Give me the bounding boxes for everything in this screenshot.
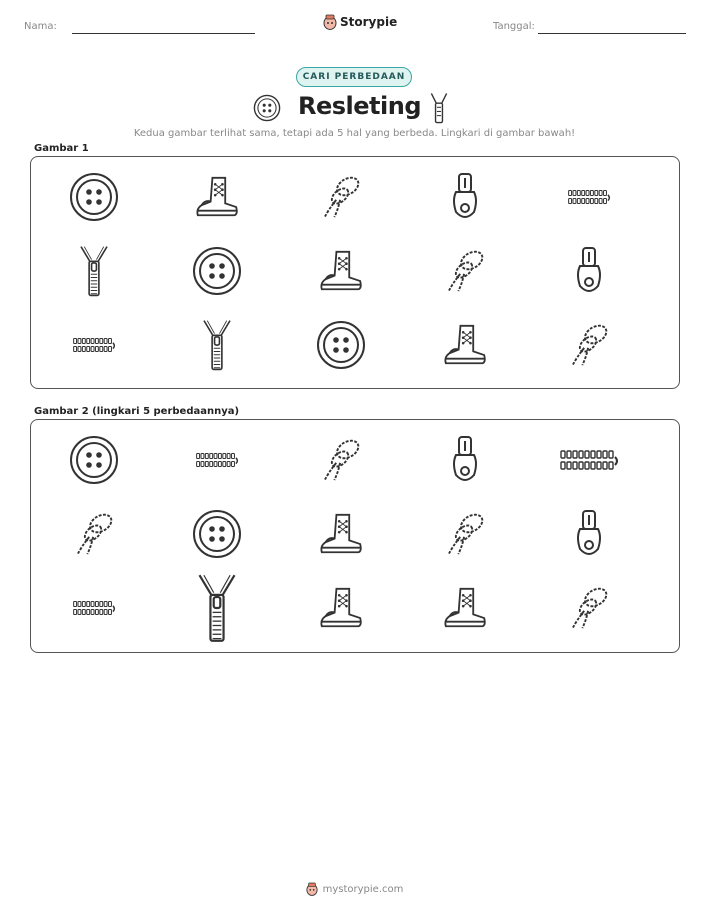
date-field-line[interactable] — [538, 33, 686, 34]
lace-icon[interactable] — [319, 438, 363, 482]
footer — [0, 880, 709, 898]
lace-icon[interactable] — [567, 586, 611, 630]
zipper-teeth-icon[interactable] — [194, 452, 240, 468]
storypie-mascot-icon — [323, 14, 337, 30]
boot-icon — [194, 176, 240, 218]
boot-icon[interactable] — [442, 587, 488, 629]
picture-panel-2[interactable] — [30, 419, 680, 653]
button-icon[interactable] — [192, 509, 242, 559]
zipper-pull-icon — [574, 246, 604, 296]
button-icon — [69, 172, 119, 222]
activity-badge: CARI PERBEDAAN — [296, 67, 412, 87]
boot-icon[interactable] — [318, 513, 364, 555]
picture-panel-1 — [30, 156, 680, 389]
brand-name: Storypie — [340, 15, 398, 29]
zipper-pull-icon — [450, 172, 480, 222]
zipper-icon — [430, 92, 448, 124]
lace-icon — [443, 249, 487, 293]
lace-icon[interactable] — [72, 512, 116, 556]
zipper-teeth-icon — [71, 337, 117, 353]
button-icon — [192, 246, 242, 296]
zipper-icon — [79, 245, 109, 297]
zipper-pull-icon[interactable] — [450, 435, 480, 485]
zipper-teeth-icon — [566, 189, 612, 205]
lace-icon — [567, 323, 611, 367]
button-icon[interactable] — [69, 435, 119, 485]
boot-icon — [442, 324, 488, 366]
brand-logo — [323, 14, 397, 30]
zipper-teeth-icon[interactable] — [71, 600, 117, 616]
page-title: Resleting — [298, 92, 422, 120]
title-row — [0, 92, 709, 124]
panel-1-label: Gambar 1 — [34, 143, 89, 154]
lace-icon[interactable] — [443, 512, 487, 556]
name-label: Nama: — [24, 21, 57, 32]
zipper-icon — [202, 319, 232, 371]
name-field-line[interactable] — [72, 33, 255, 34]
zipper-icon[interactable] — [197, 573, 237, 643]
zipper-teeth-icon[interactable] — [556, 449, 622, 471]
instructions: Kedua gambar terlihat sama, tetapi ada 5 hal yang berbeda. Lingkari di gambar bawah! — [133, 128, 576, 139]
boot-icon[interactable] — [318, 587, 364, 629]
date-label: Tanggal: — [493, 21, 535, 32]
worksheet-header — [0, 14, 709, 38]
zipper-pull-icon[interactable] — [574, 509, 604, 559]
panel-2-label: Gambar 2 (lingkari 5 perbedaannya) — [34, 406, 240, 417]
button-icon — [316, 320, 366, 370]
button-icon — [253, 94, 281, 122]
footer-url: mystorypie.com — [322, 883, 404, 895]
boot-icon — [318, 250, 364, 292]
storypie-mascot-icon — [306, 882, 318, 896]
lace-icon — [319, 175, 363, 219]
